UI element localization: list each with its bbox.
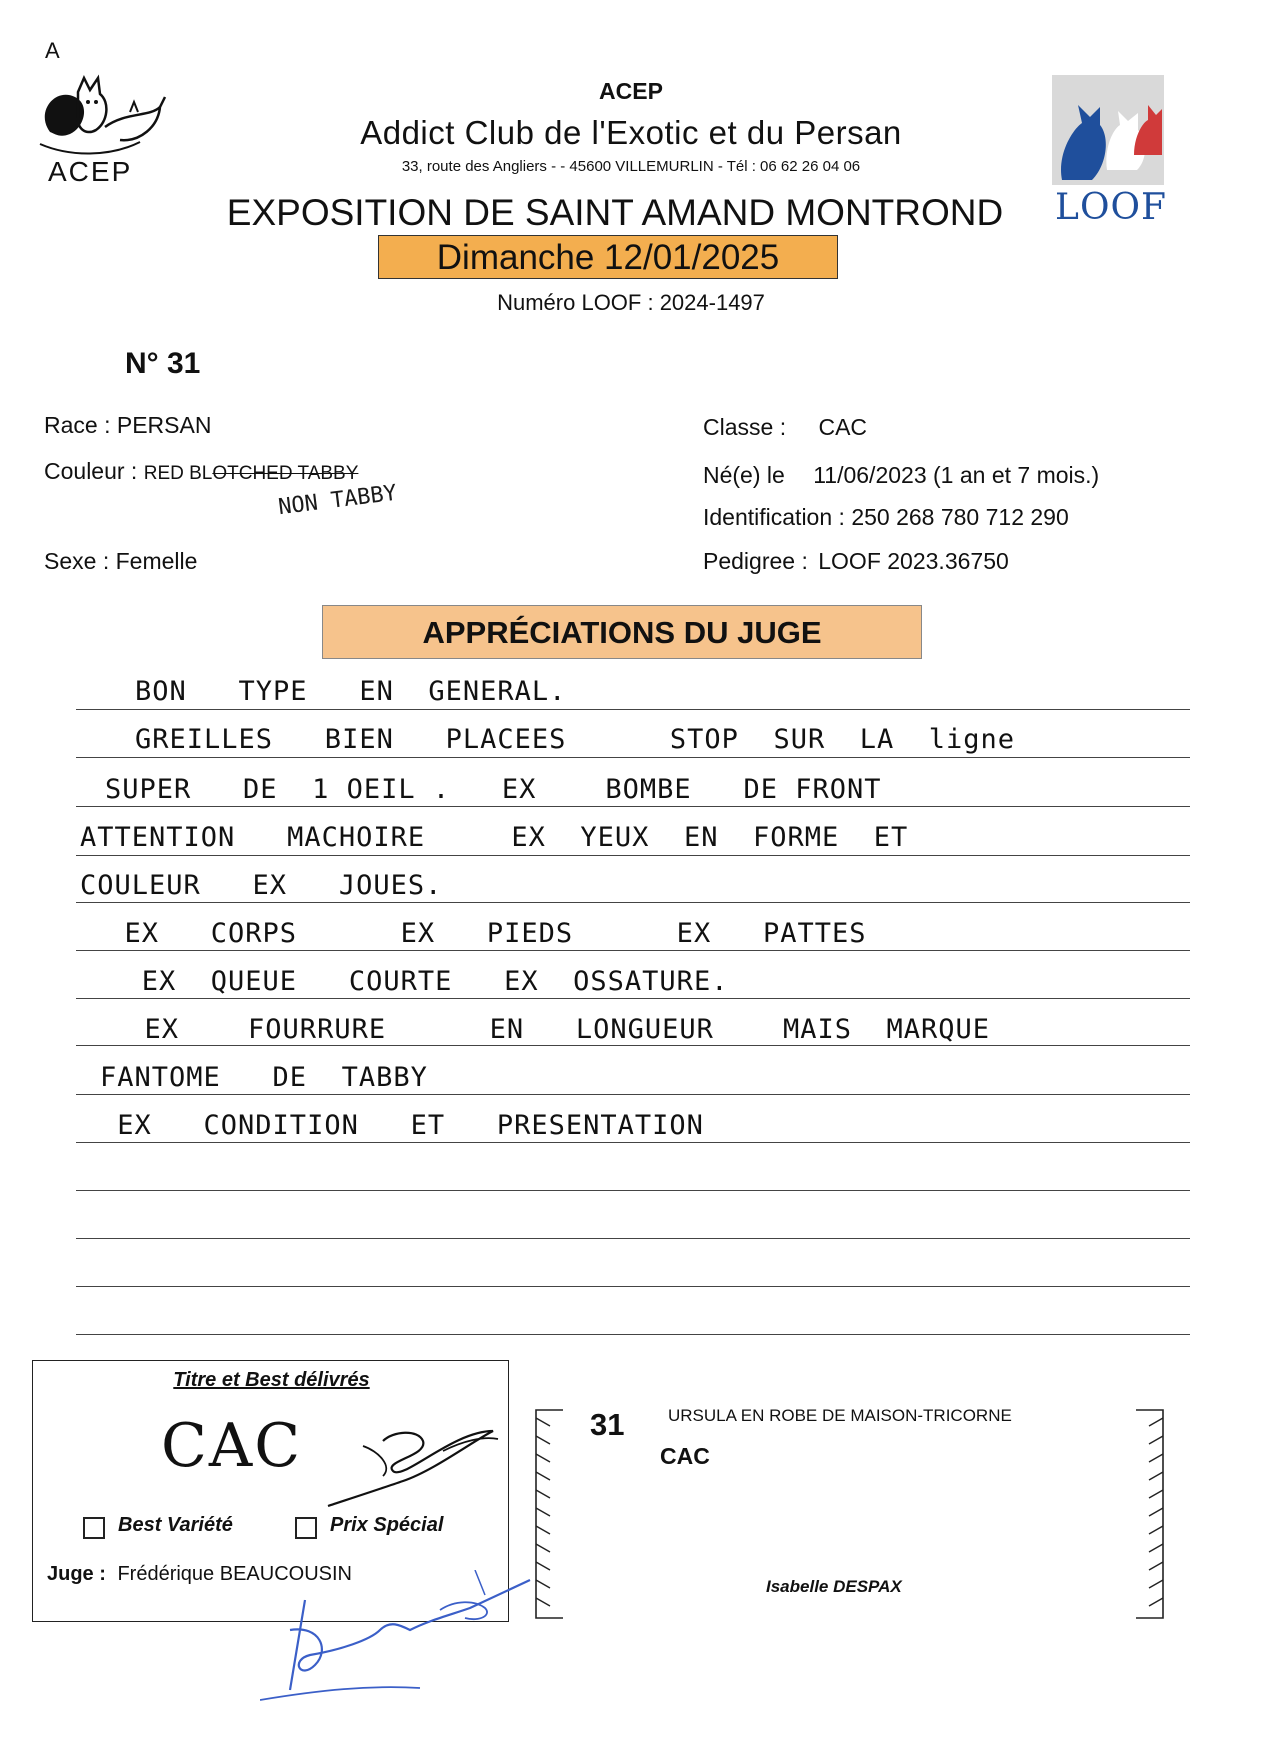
- rule-line: [76, 757, 1190, 758]
- corner-letter: A: [45, 38, 60, 63]
- pedigree-value: LOOF 2023.36750: [818, 548, 1009, 574]
- best-variete-label: Best Variété: [118, 1514, 233, 1536]
- identification-field: [703, 504, 1069, 531]
- loof-cats-icon: [1052, 75, 1164, 185]
- rule-line: [76, 1142, 1190, 1143]
- pedigree-field: [703, 548, 1009, 575]
- classe-value: CAC: [818, 414, 868, 440]
- sexe-field: [44, 548, 197, 575]
- sexe-value: Femelle: [115, 548, 198, 574]
- entry-number: N° 31: [125, 347, 201, 380]
- rule-line: [76, 855, 1190, 856]
- comment-line: EX CONDITION ET PRESENTATION: [100, 1110, 704, 1141]
- appreciations-title: APPRÉCIATIONS DU JUGE: [322, 605, 922, 659]
- loof-logo-text: LOOF: [1055, 187, 1167, 228]
- couleur-field: [44, 458, 358, 485]
- born-label: Né(e) le: [703, 462, 785, 488]
- stub-number: 31: [590, 1407, 625, 1442]
- born-field: [703, 462, 1099, 489]
- stub-steward: Isabelle DESPAX: [766, 1577, 902, 1596]
- rule-line: [76, 998, 1190, 999]
- comment-line: COULEUR EX JOUES.: [80, 870, 443, 901]
- title-award-label: Titre et Best délivrés: [173, 1369, 370, 1391]
- rule-line: [76, 902, 1190, 903]
- comment-line: ATTENTION MACHOIRE EX YEUX EN FORME ET: [80, 822, 909, 853]
- handwritten-title: CAC: [161, 1411, 303, 1481]
- race-field: [44, 412, 211, 439]
- rule-line: [76, 1094, 1190, 1095]
- comment-line: SUPER DE 1 OEIL . EX BOMBE DE FRONT: [105, 774, 882, 805]
- acep-logo-text: ACEP: [48, 156, 133, 187]
- blue-signature-icon: [260, 1570, 560, 1710]
- race-label: Race :: [44, 412, 117, 438]
- born-value: 11/06/2023 (1 an et 7 mois.): [813, 462, 1100, 488]
- judge-name: Frédérique BEAUCOUSIN: [117, 1563, 352, 1585]
- prix-special-checkbox[interactable]: [295, 1517, 317, 1539]
- rule-line: [76, 1045, 1190, 1046]
- comment-line: BON TYPE EN GENERAL.: [135, 676, 567, 707]
- pedigree-label: Pedigree :: [703, 548, 815, 574]
- comment-line: EX CORPS EX PIEDS EX PATTES: [90, 918, 867, 949]
- classe-field: [703, 414, 867, 441]
- couleur-value: RED BL: [143, 463, 213, 484]
- comment-line: EX FOURRURE EN LONGUEUR MAIS MARQUE: [110, 1014, 991, 1045]
- identification-value: 250 268 780 712 290: [851, 504, 1069, 530]
- rule-line: [76, 950, 1190, 951]
- comment-line: FANTOME DE TABBY: [100, 1062, 428, 1093]
- rule-line: [76, 1334, 1190, 1335]
- comment-line: GREILLES BIEN PLACEES STOP SUR LA ligne: [135, 724, 1016, 755]
- couleur-struck-text: OTCHED TABBY: [212, 463, 359, 484]
- show-date-box: Dimanche 12/01/2025: [378, 235, 838, 279]
- stub-cat-name: URSULA EN ROBE DE MAISON-TRICORNE: [668, 1406, 1012, 1425]
- prix-special-label: Prix Spécial: [330, 1514, 444, 1536]
- exhibition-title: EXPOSITION DE SAINT AMAND MONTROND: [226, 192, 1004, 233]
- rule-line: [76, 806, 1190, 807]
- rule-line: [76, 1238, 1190, 1239]
- rule-line: [76, 1286, 1190, 1287]
- rule-line: [76, 709, 1190, 710]
- comment-line: EX QUEUE COURTE EX OSSATURE.: [90, 966, 729, 997]
- club-address: 33, route des Angliers - - 45600 VILLEMURLIN - Tél : 06 62 26 04 06: [401, 158, 861, 175]
- rule-line: [76, 1190, 1190, 1191]
- loof-number: Numéro LOOF : 2024-1497: [497, 290, 765, 315]
- judge-signature-icon: [323, 1411, 503, 1511]
- best-variete-checkbox[interactable]: [83, 1517, 105, 1539]
- classe-label: Classe :: [703, 414, 787, 440]
- judge-label: Juge :: [47, 1563, 112, 1585]
- race-value: PERSAN: [116, 412, 212, 438]
- loof-logo: [1052, 75, 1172, 240]
- sexe-label: Sexe :: [44, 548, 116, 574]
- club-short-name: ACEP: [599, 78, 663, 104]
- stub-title: CAC: [660, 1443, 710, 1469]
- club-name: Addict Club de l'Exotic et du Persan: [360, 114, 902, 151]
- couleur-label: Couleur :: [44, 458, 144, 484]
- couleur-correction: NON TABBY: [276, 480, 399, 521]
- identification-label: Identification :: [703, 504, 852, 530]
